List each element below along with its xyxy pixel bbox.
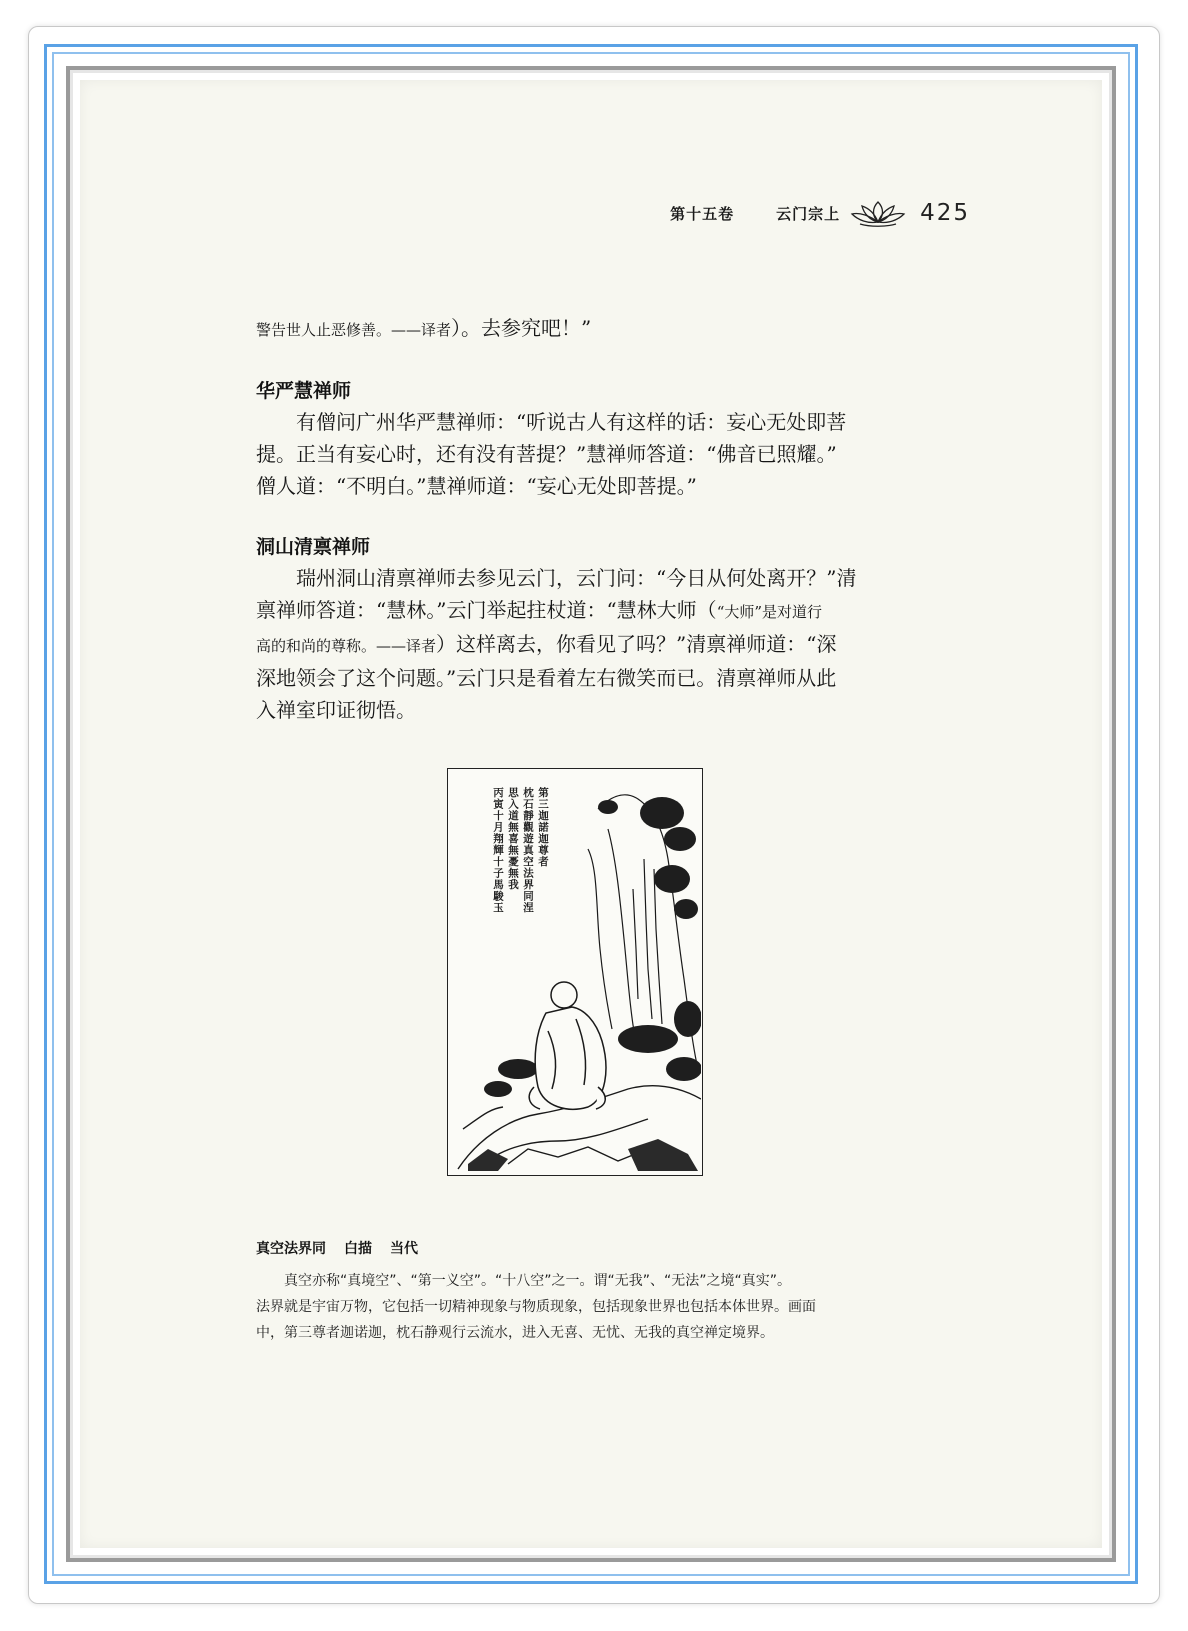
paragraph-line	[256, 594, 932, 628]
inscription-column: 第三迦諾迦尊者	[537, 787, 549, 868]
continuation-paragraph	[256, 312, 932, 346]
section-heading: 华严慧禅师	[256, 380, 352, 402]
paragraph-line: 有僧问广州华严慧禅师：“听说古人有这样的话：妄心无处即菩	[296, 410, 847, 434]
chapter-label: 云门宗上	[776, 204, 841, 223]
caption-title	[256, 1238, 418, 1258]
inscription-column: 思入道無喜無憂無我	[507, 787, 519, 891]
artwork-technique: 白描	[344, 1241, 372, 1257]
page-number: 425	[920, 200, 970, 226]
lotus-icon	[850, 198, 906, 228]
paragraph-line: 僧人道：“不明白。”慧禅师道：“妄心无处即菩提。”	[256, 474, 697, 498]
monk-by-waterfall-drawing	[448, 769, 701, 1174]
section-dongshan	[256, 532, 932, 726]
caption-line: 真空亦称“真境空”、“第一义空”。“十八空”之一。谓“无我”、“无法”之境“真实”。	[284, 1273, 792, 1289]
inscription-column: 丙寅十月翔輝十子馬駿玉	[492, 787, 504, 914]
section-huayan	[256, 376, 932, 502]
inscription	[492, 787, 549, 914]
running-head	[670, 198, 970, 228]
translator-note: 高的和尚的尊称。——译者	[256, 637, 437, 655]
paragraph-line: 瑞州洞山清禀禅师去参见云门，云门问：“今日从何处离开？”清	[296, 566, 857, 590]
paragraph-line: 入禅室印证彻悟。	[256, 698, 416, 722]
paragraph-text: ）这样离去，你看见了吗？”清禀禅师道：“深	[436, 632, 837, 656]
ink-illustration	[447, 768, 703, 1176]
continuation-text: ）。去参究吧！”	[451, 316, 592, 340]
translator-note: “大师”是对道行	[716, 603, 823, 621]
caption-line: 法界就是宇宙万物，它包括一切精神现象与物质现象，包括现象世界也包括本体世界。画面	[256, 1299, 816, 1315]
artwork-title: 真空法界同	[256, 1241, 326, 1257]
artwork-era: 当代	[390, 1241, 418, 1257]
section-heading: 洞山清禀禅师	[256, 536, 371, 558]
paragraph-text: 禀禅师答道：“慧林。”云门举起拄杖道：“慧林大师（	[256, 598, 717, 622]
paragraph-line: 深地领会了这个问题。”云门只是看着左右微笑而已。清禀禅师从此	[256, 666, 837, 690]
translator-note: 警告世人止恶修善。——译者	[256, 321, 452, 339]
paragraph-line: 提。正当有妄心时，还有没有菩提？”慧禅师答道：“佛音已照耀。”	[256, 442, 837, 466]
paragraph-line	[256, 628, 932, 662]
inscription-column: 枕石靜觀遊真空法界同涅	[522, 787, 534, 914]
volume-label: 第十五卷	[670, 204, 735, 223]
caption-text	[256, 1268, 896, 1346]
caption-line: 中，第三尊者迦诺迦，枕石静观行云流水，进入无喜、无忧、无我的真空禅定境界。	[256, 1325, 774, 1341]
